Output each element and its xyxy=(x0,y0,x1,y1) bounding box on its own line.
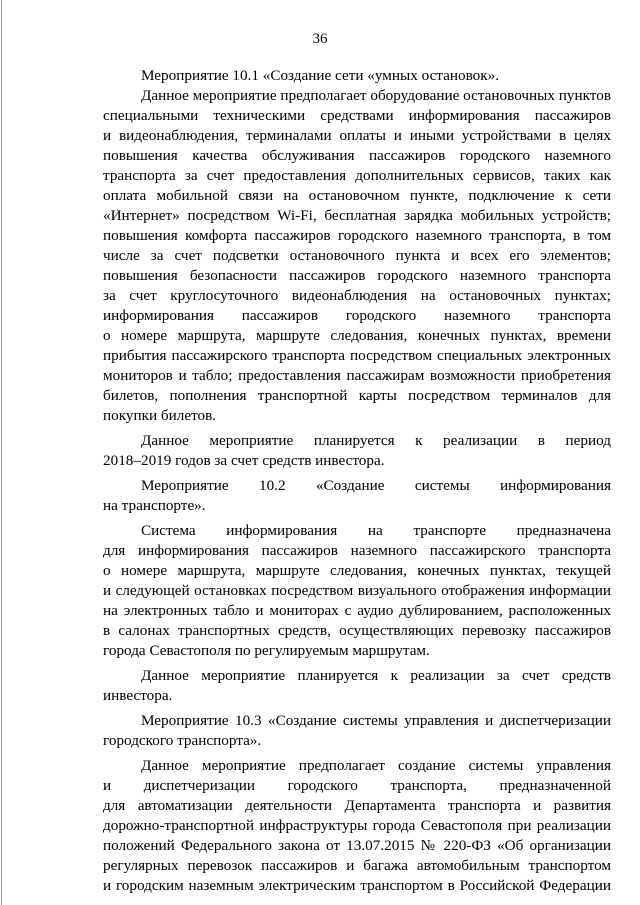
paragraph-line: за счет круглосуточного видеонаблюдения на остановочных пунктах; xyxy=(103,287,611,304)
heading-10-2: Мероприятие 10.2 «Создание системы информирования xyxy=(141,477,611,494)
paragraph-line: Данное мероприятие предполагает оборудование остановочных пунктов xyxy=(141,87,611,104)
paragraph-line: Данное мероприятие предполагает создание системы управления xyxy=(141,757,611,774)
paragraph-line: «Интернет» посредством Wi-Fi, бесплатная зарядка мобильных устройств; xyxy=(103,207,611,224)
page-number: 36 xyxy=(312,31,328,47)
heading-10-1: Мероприятие 10.1 «Создание сети «умных остановок». xyxy=(141,67,500,84)
paragraph-line: дорожно-транспортной инфраструктуры города Севастополя при реализации xyxy=(103,817,611,834)
paragraph-line: транспорта за счет предоставления дополнительных сервисов, таких как xyxy=(103,167,611,184)
heading-10-3: Мероприятие 10.3 «Создание системы управления и диспетчеризации xyxy=(141,712,611,729)
paragraph-line: для информирования пассажиров наземного пассажирского транспорта xyxy=(103,542,611,559)
paragraph-line: Данное мероприятие планируется к реализации за счет средств xyxy=(141,667,611,684)
paragraph-line: числе за счет подсветки остановочного пункта и всех его элементов; xyxy=(103,247,611,264)
paragraph-line: повышения безопасности пассажиров городского наземного транспорта xyxy=(103,267,611,284)
paragraph-line: мониторов и табло; предоставления пассажирам возможности приобретения xyxy=(103,367,611,384)
paragraph-line: 2018–2019 годов за счет средств инвестора. xyxy=(103,452,385,469)
paragraph-line: регулярных перевозок пассажиров и багажа автомобильным транспортом xyxy=(103,857,611,874)
paragraph-line: и диспетчеризации городского транспорта, предназначенной xyxy=(103,777,611,794)
paragraph-line: на электронных табло и мониторах с аудио дублированием, расположенных xyxy=(103,602,611,619)
paragraph-line: оплата мобильной связи на остановочном пункте, подключение к сети xyxy=(103,187,611,204)
paragraph-line: специальными техническими средствами информирования пассажиров xyxy=(103,107,611,124)
scan-edge xyxy=(1,0,2,905)
paragraph-line: покупки билетов. xyxy=(103,407,217,424)
paragraph-line: в салонах транспортных средств, осуществляющих перевозку пассажиров xyxy=(103,622,611,639)
paragraph-line: о номере маршрута, маршруте следования, конечных пунктах, текущей xyxy=(103,562,611,579)
paragraph-line: прибытия пассажирского транспорта посредством специальных электронных xyxy=(103,347,611,364)
paragraph-line: города Севастополя по регулируемым маршрутам. xyxy=(103,642,430,659)
paragraph-line: о номере маршрута, маршруте следования, конечных пунктах, времени xyxy=(103,327,611,344)
paragraph-line: Данное мероприятие планируется к реализации в период xyxy=(141,432,611,449)
paragraph-line: повышения качества обслуживания пассажиров городского наземного xyxy=(103,147,611,164)
paragraph-line: билетов, пополнения транспортной карты посредством терминалов для xyxy=(103,387,611,404)
paragraph-line: повышения комфорта пассажиров городского наземного транспорта, в том xyxy=(103,227,611,244)
heading-10-3-cont: городского транспорта». xyxy=(103,732,262,749)
paragraph-line: и городским наземным электрическим транспортом в Российской Федерации xyxy=(103,877,611,894)
paragraph-line: положений Федерального закона от 13.07.2015 № 220-ФЗ «Об организации xyxy=(103,837,611,854)
paragraph-line: для автоматизации деятельности Департамента транспорта и развития xyxy=(103,797,611,814)
paragraph-line: и видеонаблюдения, терминалами оплаты и иными устройствами в целях xyxy=(103,127,611,144)
paragraph-line: информирования пассажиров городского наземного транспорта xyxy=(103,307,611,324)
heading-10-2-cont: на транспорте». xyxy=(103,497,206,514)
paragraph-line: инвестора. xyxy=(103,687,173,704)
paragraph-line: и следующей остановках посредством визуального отображения информации xyxy=(103,582,611,599)
paragraph-line: Система информирования на транспорте предназначена xyxy=(141,522,611,539)
